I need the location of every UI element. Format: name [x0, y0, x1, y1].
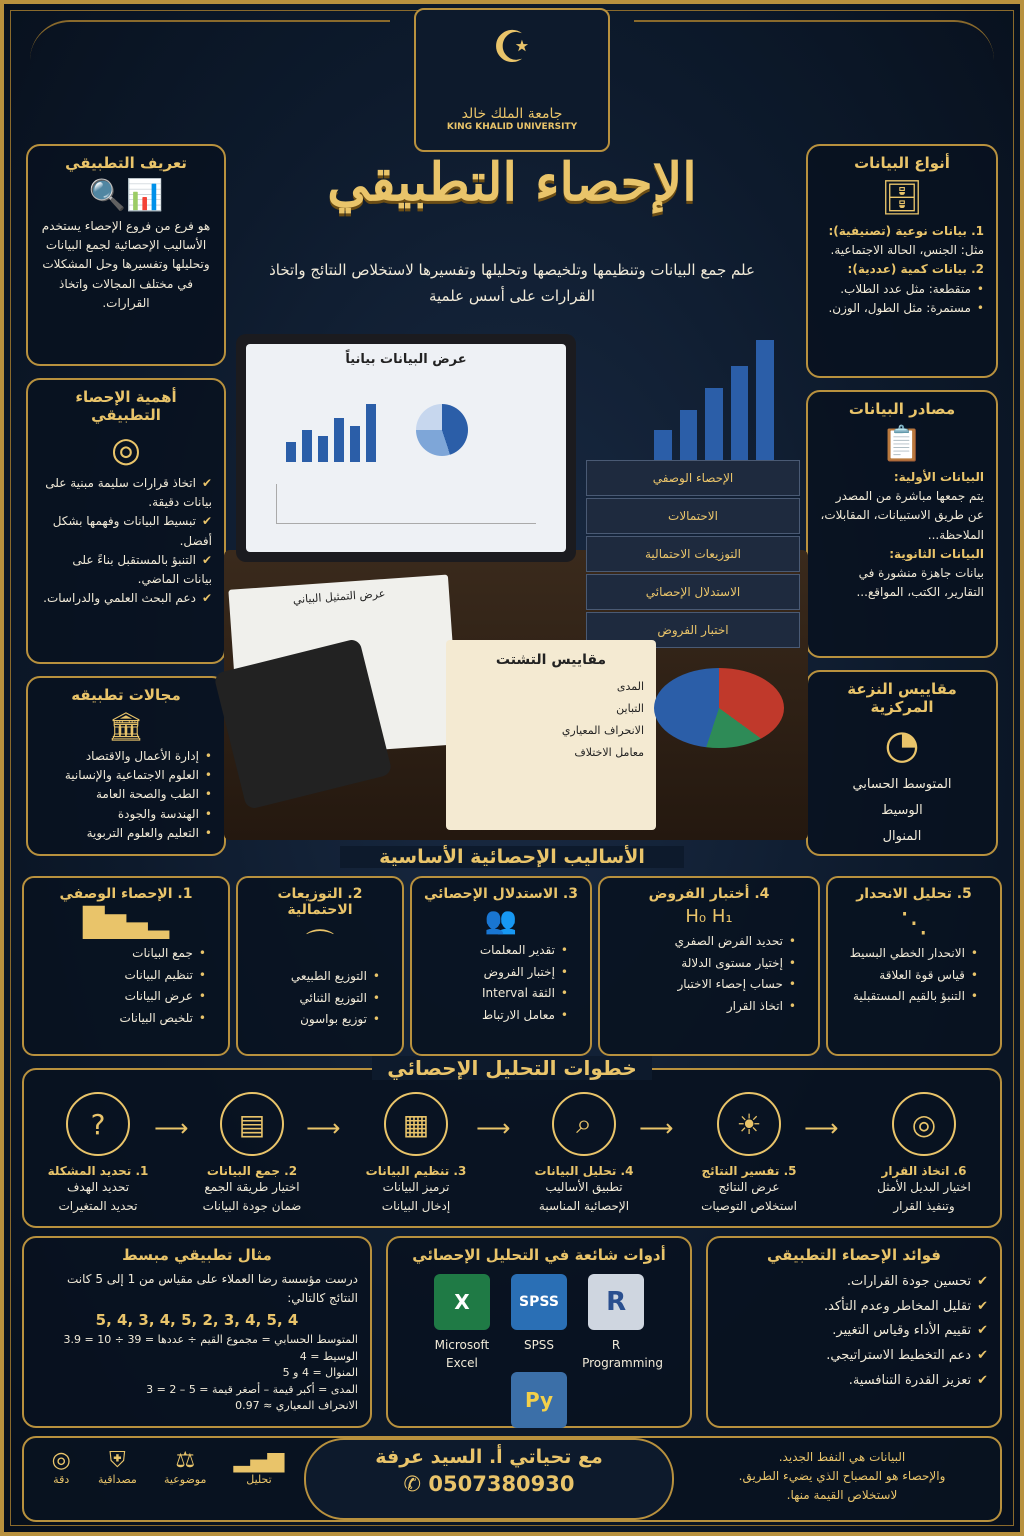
- list-item: • تقدير المعلمات: [420, 940, 568, 962]
- list-item: ✔ تقييم الأداء وقياس التغيير.: [720, 1319, 988, 1344]
- screen-bars: [286, 400, 396, 462]
- step-title: 4. تحليل البيانات: [534, 1164, 634, 1178]
- example-line: المتوسط الحسابي = مجموع القيم ÷ عددها = 39 ÷ 10 = 3.9: [63, 1333, 358, 1347]
- paper-title: عرض التمثيل البياني: [292, 586, 386, 607]
- pie-chart-icon: ◔: [884, 722, 920, 768]
- step-item: [346, 1092, 486, 1216]
- example-intro: درست مؤسسة رضا العملاء على مقياس من 1 إلى 5 كانت النتائج كالتالي:: [67, 1272, 358, 1306]
- list-item: ✔ تعزيز القدرة التنافسية.: [720, 1369, 988, 1394]
- building-icon: 🏛: [108, 710, 144, 743]
- tool-name: R Programming: [582, 1338, 663, 1370]
- step-desc: عرض النتائج: [718, 1180, 780, 1194]
- list-item: • توزيع بواسون: [246, 1009, 380, 1031]
- steps-title: خطوات التحليل الإحصائي: [372, 1056, 652, 1080]
- list-item: • جمع البيانات: [32, 943, 206, 965]
- clipboard-icon: ▤: [220, 1092, 284, 1156]
- list-item: ✔ تحسين جودة القرارات.: [720, 1270, 988, 1295]
- phone-number: 0507380930: [428, 1472, 575, 1496]
- arrow-icon: ⟶: [639, 1114, 674, 1142]
- list-item: • مستمرة: مثل الطول، الوزن.: [820, 299, 984, 318]
- method-card: [598, 876, 820, 1056]
- phone-icon: ✆: [403, 1472, 429, 1496]
- ornament-right: [634, 20, 994, 90]
- people-icon: 👥: [484, 906, 518, 936]
- definition-title: تعريف التطبيقي: [65, 154, 187, 172]
- central-item: المتوسط الحسابي: [852, 777, 952, 792]
- sources-title: مصادر البيانات: [848, 400, 956, 418]
- arrow-icon: ⟶: [306, 1114, 341, 1142]
- method-title: 5. تحليل الانحدار: [856, 886, 972, 902]
- step-desc: تحديد الهدف: [66, 1180, 130, 1194]
- fields-box: [26, 676, 226, 856]
- list-item: • التوزيع الثنائي: [246, 988, 380, 1010]
- badge: [52, 1448, 71, 1486]
- bulb-icon: ☀: [717, 1092, 781, 1156]
- book: الإحصاء الوصفي: [586, 460, 800, 496]
- ornament-left: [30, 20, 390, 90]
- target-icon: ◎: [51, 1448, 71, 1473]
- database-icon: 🗄: [880, 178, 924, 218]
- screen-title: عرض البيانات بيانياً: [345, 352, 467, 367]
- laptop: [236, 334, 576, 562]
- list-item: • الثقة Interval: [420, 983, 568, 1005]
- step-item: [514, 1092, 654, 1216]
- method-card: [410, 876, 592, 1056]
- tools-box: [386, 1236, 692, 1428]
- quote-line: لاستخلاص القيمة منها.: [786, 1488, 898, 1503]
- quote-block: [702, 1448, 982, 1506]
- primary-text: يتم جمعها مباشرة من المصدر عن طريق الاستبيانات، المقابلات، الملاحظة...: [820, 489, 984, 542]
- page-title: الإحصاء التطبيقي: [327, 152, 697, 213]
- list-item: • التنبؤ بالقيم المستقبلية: [836, 986, 978, 1008]
- arrow-icon: ⟶: [154, 1114, 189, 1142]
- list-item: • تحديد الفرض الصفري: [608, 931, 796, 953]
- list-item: • التوزيع الطبيعي: [246, 966, 380, 988]
- logo-english: KING KHALID UNIVERSITY: [446, 122, 578, 132]
- example-line: الانحراف المعياري ≈ 0.97: [235, 1399, 358, 1413]
- central-item: الوسيط: [881, 803, 923, 818]
- badge-label: موضوعية: [164, 1473, 207, 1486]
- logo-emblem: ☪: [492, 22, 532, 73]
- scatter-icon: ⋰: [900, 906, 928, 939]
- bell-curve-icon: ⌒: [305, 927, 334, 960]
- screen-line: [276, 484, 536, 524]
- method-card: [236, 876, 404, 1056]
- table-icon: ▦: [384, 1092, 448, 1156]
- arrow-icon: ⟶: [804, 1114, 839, 1142]
- step-desc: اختيار البديل الأمثل: [877, 1180, 971, 1194]
- step-desc: إدخال البيانات: [381, 1199, 451, 1214]
- badge: [98, 1448, 137, 1486]
- fields-title: مجالات تطبيقه: [71, 686, 181, 704]
- list-item: ✔ دعم التخطيط الاستراتيجي.: [720, 1344, 988, 1369]
- r-icon: R: [588, 1274, 644, 1330]
- python-icon: Py: [511, 1372, 567, 1428]
- notebook-item: معامل الاختلاف: [574, 746, 644, 759]
- step-desc: وتنفيذ القرار: [893, 1199, 955, 1214]
- importance-list: [40, 474, 212, 608]
- book: الاحتمالات: [586, 498, 800, 534]
- step-item: [854, 1092, 994, 1216]
- notebook-title: مقاييس التشتت: [495, 652, 607, 668]
- list-item: • التعليم والعلوم التربوية: [40, 824, 212, 843]
- 3d-bars: [654, 330, 774, 460]
- example-title: مثال تطبيقي مبسط: [122, 1246, 272, 1264]
- book-stack: [586, 460, 800, 648]
- primary-label: البيانات الأولية:: [893, 470, 984, 484]
- definition-text: هو فرع من فروع الإحصاء يستخدم الأساليب الإحصائية لجمع البيانات وتحليلها وتفسيرها وحل المشكلات في مختلف المجالات واتخاذ القرارات.: [41, 219, 211, 310]
- notebook: [446, 640, 656, 830]
- list-item: • قياس قوة العلاقة: [836, 965, 978, 987]
- analysis-icon: ⌕: [552, 1092, 616, 1156]
- central-title: مقاييس النزعة المركزية: [847, 680, 957, 716]
- badge-label: تحليل: [246, 1473, 272, 1486]
- search-chart-icon: 📊🔍: [88, 178, 164, 213]
- notebook-item: التباين: [616, 702, 644, 715]
- qualitative-label: 1. بيانات نوعية (تصنيفية):: [828, 224, 984, 238]
- secondary-label: البيانات الثانوية:: [889, 546, 984, 561]
- tool-item: [582, 1274, 663, 1372]
- page-subtitle: علم جمع البيانات وتنظيمها وتلخيصها وتحليلها وتفسيرها لاستخلاص النتائج واتخاذ القرارات على أسس علمية: [269, 261, 755, 305]
- benefits-box: [706, 1236, 1002, 1428]
- university-logo: [414, 8, 610, 152]
- list-item: • عرض البيانات: [32, 986, 206, 1008]
- quote-line: والإحصاء هو المصباح الذي يضيء الطريق.: [738, 1469, 946, 1484]
- importance-box: [26, 378, 226, 664]
- excel-icon: X: [434, 1274, 490, 1330]
- step-desc: اختيار طريقة الجمع: [204, 1180, 300, 1194]
- tool-item: [428, 1274, 496, 1372]
- central-tendency-box: [806, 670, 998, 856]
- method-title: 2. التوزيعات الاحتمالية: [277, 886, 363, 918]
- clipboard-icon: 📋: [880, 424, 924, 464]
- list-item: ✔ اتخاذ قرارات سليمة مبنية على بيانات دقيقة.: [40, 474, 212, 512]
- list-item: ✔ دعم البحث العلمي والدراسات.: [40, 589, 212, 608]
- list-item: • تلخيص البيانات: [32, 1008, 206, 1030]
- notebook-item: المدى: [616, 680, 644, 693]
- list-item: • الهندسة والجودة: [40, 805, 212, 824]
- list-item: ✔ تبسيط البيانات وفهمها بشكل أفضل.: [40, 512, 212, 550]
- step-desc: تطبيق الأساليب: [545, 1180, 623, 1194]
- list-item: • الانحدار الخطي البسيط: [836, 943, 978, 965]
- data-types-title: أنواع البيانات: [854, 154, 950, 172]
- quantitative-label: 2. بيانات كمية (عددية):: [847, 262, 984, 277]
- laptop-screen: [246, 344, 566, 552]
- list-item: • إختيار مستوى الدلالة: [608, 953, 796, 975]
- signature-block: [304, 1438, 674, 1520]
- central-illustration: [224, 320, 808, 840]
- shield-icon: ⛨: [109, 1448, 126, 1473]
- greeting: مع تحياتي أ. السيد عرفة: [375, 1446, 603, 1468]
- question-icon: ?: [66, 1092, 130, 1156]
- step-desc: ضمان جودة البيانات: [202, 1199, 302, 1214]
- example-line: الوسيط = 4: [299, 1349, 358, 1363]
- step-title: 5. تفسير النتائج: [701, 1164, 797, 1178]
- fields-list: [40, 747, 212, 843]
- badge-label: دقة: [53, 1473, 70, 1486]
- target-icon: ◎: [892, 1092, 956, 1156]
- badges: [38, 1448, 298, 1486]
- list-item: • معامل الارتباط: [420, 1005, 568, 1027]
- list-item: • إدارة الأعمال والاقتصاد: [40, 747, 212, 766]
- footer: [22, 1436, 1002, 1522]
- list-item: • الطب والصحة العامة: [40, 785, 212, 804]
- list-item: • اتخاذ القرار: [608, 996, 796, 1018]
- steps-panel: [22, 1068, 1002, 1228]
- example-box: [22, 1236, 372, 1428]
- example-line: المدى = أكبر قيمة – أصغر قيمة = 5 – 2 = 3: [146, 1382, 358, 1396]
- definition-box: [26, 144, 226, 366]
- book: التوزيعات الاحتمالية: [586, 536, 800, 572]
- badge-label: مصداقية: [98, 1473, 137, 1486]
- step-desc: ترميز البيانات: [382, 1180, 450, 1194]
- step-title: 6. اتخاذ القرار: [881, 1164, 967, 1178]
- quote-line: البيانات هي النفط الجديد.: [778, 1450, 906, 1464]
- list-item: • متقطعة: مثل عدد الطلاب.: [820, 280, 984, 299]
- list-item: • حساب إحصاء الاختبار: [608, 974, 796, 996]
- list-item: ✔ التنبؤ بالمستقبل بناءً على بيانات الماضي.: [40, 551, 212, 589]
- example-line: المنوال = 4 و 5: [282, 1366, 358, 1380]
- importance-title: أهمية الإحصاء التطبيقي: [75, 388, 177, 424]
- list-item: • تنظيم البيانات: [32, 965, 206, 987]
- quantitative-list: [820, 280, 984, 318]
- 3d-pie: [654, 668, 784, 748]
- benefits-list: [720, 1270, 988, 1393]
- step-title: 1. تحديد المشكلة: [47, 1164, 149, 1178]
- method-title: 1. الإحصاء الوصفي: [59, 886, 193, 902]
- method-title: 3. الاستدلال الإحصائي: [424, 886, 578, 902]
- logo-arabic: جامعة الملك خالد: [461, 106, 563, 122]
- step-title: 2. جمع البيانات: [206, 1164, 298, 1178]
- step-desc: تحديد المتغيرات: [58, 1199, 138, 1214]
- step-item: [28, 1092, 168, 1216]
- list-item: ✔ تقليل المخاطر وعدم التأكد.: [720, 1295, 988, 1320]
- central-item: المنوال: [882, 829, 922, 844]
- data-types-box: [806, 144, 998, 378]
- tool-item: [505, 1274, 573, 1354]
- step-item: [182, 1092, 322, 1216]
- example-values: 5, 4, 3, 4, 5, 2, 3, 4, 5, 4: [95, 1311, 299, 1330]
- step-desc: استخلاص التوصيات: [701, 1199, 797, 1214]
- target-icon: ◎: [111, 430, 141, 470]
- book: اختبار الفروض: [586, 612, 800, 648]
- method-title: 4. أختبار الفروض: [648, 886, 770, 902]
- list-item: • العلوم الاجتماعية والإنسانية: [40, 766, 212, 785]
- method-card: [22, 876, 230, 1056]
- tool-name: SPSS: [523, 1338, 555, 1352]
- bars-icon: ▂▄▆█: [82, 906, 170, 939]
- spss-icon: SPSS: [511, 1274, 567, 1330]
- book: الاستدلال الإحصائي: [586, 574, 800, 610]
- step-item: [679, 1092, 819, 1216]
- notebook-item: الانحراف المعياري: [561, 724, 644, 737]
- badge: [234, 1448, 285, 1486]
- hypothesis-icon: H₀ H₁: [685, 906, 733, 927]
- screen-pie: [416, 404, 468, 456]
- badge: [164, 1448, 206, 1486]
- method-card: [826, 876, 1002, 1056]
- step-desc: الإحصائية المناسبة: [538, 1199, 630, 1214]
- bars-icon: ▂▄▆: [233, 1448, 285, 1473]
- tools-title: أدوات شائعة في التحليل الإحصائي: [412, 1246, 666, 1264]
- list-item: • إختبار الفروض: [420, 962, 568, 984]
- arrow-icon: ⟶: [476, 1114, 511, 1142]
- qualitative-example: مثل: الجنس، الحالة الاجتماعية.: [830, 243, 984, 258]
- secondary-text: بيانات جاهزة منشورة في التقارير، الكتب، المواقع...: [856, 565, 984, 600]
- sources-box: [806, 390, 998, 658]
- methods-title: الأساليب الإحصائية الأساسية: [340, 846, 684, 868]
- benefits-title: فوائد الإحصاء التطبيقي: [766, 1246, 942, 1264]
- scales-icon: ⚖: [175, 1448, 196, 1473]
- tool-name: Microsoft Excel: [434, 1338, 490, 1370]
- step-title: 3. تنظيم البيانات: [365, 1164, 467, 1178]
